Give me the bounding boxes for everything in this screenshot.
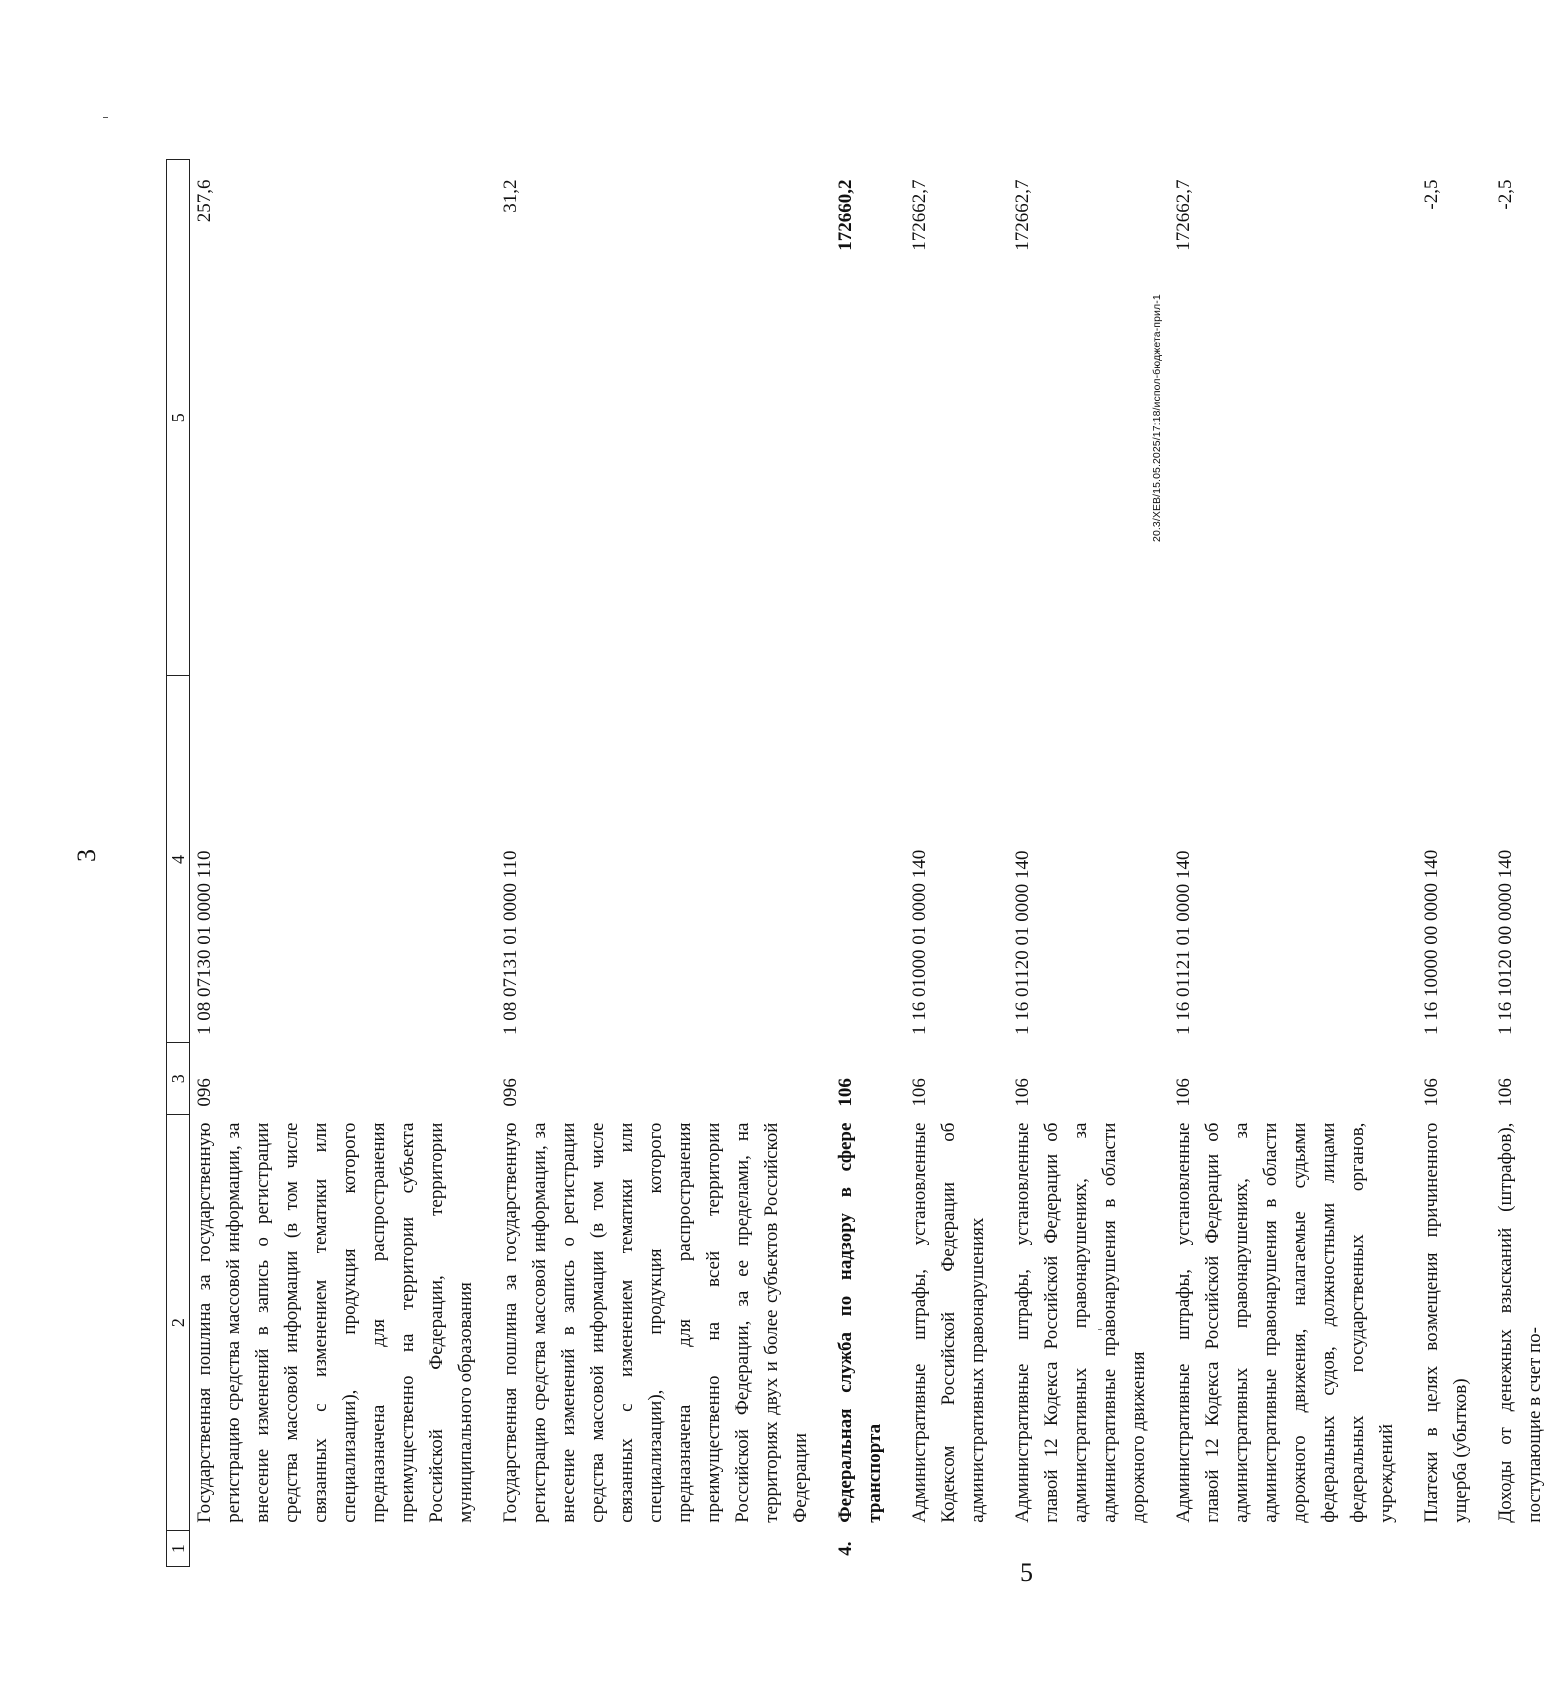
column-header: 5 (167, 160, 190, 676)
footer-file-path: 20.3/ХЕВ/15.05.2025/17:18/испол-бюджета-прил-1 (1151, 294, 1163, 542)
row-amount: 172662,7 (909, 179, 930, 251)
row-number (1169, 1531, 1417, 1567)
row-number (1491, 1531, 1565, 1567)
sheet-number: 5 (1020, 1558, 1033, 1587)
row-number (496, 1531, 831, 1567)
row-amount: 172662,7 (1012, 179, 1033, 251)
row-amount: 172660,2 (835, 179, 856, 251)
table-row (831, 160, 905, 1567)
row-name: Государственная пошлина за государственную регистрацию средства массовой информации, за внесение изменений в запись о регистрации средства массовой информации (в том числе связанных с изменением тематики или специализации), продукция которого предназначена для распространения преимущественно на территории субъекта Российской Федерации, территории муниципального образования (194, 1122, 476, 1523)
row-name: Платежи в целях возмещения причиненного ущерба (убытков) (1421, 1122, 1471, 1523)
row-budget-code: 1 08 07131 01 0000 110 (500, 850, 521, 1035)
column-header: 3 (167, 1043, 190, 1115)
row-name: Федеральная служба по надзору в сфере транспорта (835, 1122, 885, 1523)
row-amount: -2,5 (1495, 179, 1516, 210)
row-admin-code: 106 (1012, 1078, 1033, 1107)
column-header: 2 (167, 1115, 190, 1531)
row-admin-code: 096 (194, 1078, 215, 1107)
row-number: 4. (835, 1541, 856, 1556)
row-budget-code (831, 676, 905, 1043)
row-budget-code: 1 16 01000 01 0000 140 (909, 849, 930, 1035)
scan-mark (103, 117, 108, 118)
row-budget-code: 1 16 10000 00 0000 140 (1421, 849, 1442, 1035)
row-admin-code: 106 (909, 1078, 930, 1107)
table-row (905, 160, 1008, 1567)
row-name: Доходы от денежных взысканий (штрафов), поступающие в счет по- (1495, 1122, 1545, 1523)
row-budget-code: 1 16 01120 01 0000 140 (1012, 850, 1033, 1035)
table-row (190, 160, 497, 1567)
table-row (1008, 160, 1169, 1567)
page-number: 3 (72, 849, 101, 862)
row-admin-code: 106 (1495, 1078, 1516, 1107)
table-body (190, 160, 1565, 1567)
column-header: 4 (167, 676, 190, 1043)
row-number (1417, 1531, 1491, 1567)
row-amount: 31,2 (500, 179, 521, 213)
row-budget-code: 1 16 10120 00 0000 140 (1495, 849, 1516, 1035)
row-budget-code: 1 16 01121 01 0000 140 (1173, 850, 1194, 1035)
row-name: Административные штрафы, установленные Кодексом Российской Федерации об административных правонарушениях (909, 1122, 988, 1523)
row-name: Административные штрафы, установленные главой 12 Кодекса Российской Федерации об административных правонарушениях, за административные правонарушения в области дорожного движения, налагаемые судьями федеральных судов, должностными лицами федеральных государственных органов, учреждений (1173, 1122, 1397, 1523)
row-amount: -2,5 (1421, 179, 1442, 210)
table-header-row (167, 160, 190, 1567)
row-number (905, 1531, 1008, 1567)
row-amount: 172662,7 (1173, 179, 1194, 251)
row-admin-code: 106 (1173, 1078, 1194, 1107)
row-admin-code: 096 (500, 1078, 521, 1107)
column-header: 1 (167, 1531, 190, 1567)
row-name: Административные штрафы, установленные главой 12 Кодекса Российской Федерации об административных правонарушениях, за административные правонарушения в области дорожного движения (1012, 1122, 1149, 1523)
row-amount: 257,6 (194, 179, 215, 223)
table-row (1491, 160, 1565, 1567)
table-row (496, 160, 831, 1567)
row-admin-code: 106 (835, 1078, 856, 1107)
row-number (190, 1531, 497, 1567)
table-row (1169, 160, 1417, 1567)
table-row (1417, 160, 1491, 1567)
revenue-table (166, 159, 1565, 1567)
row-admin-code: 106 (1421, 1078, 1442, 1107)
row-name: Государственная пошлина за государственную регистрацию средства массовой информации, за внесение изменений в запись о регистрации средства массовой информации (в том числе связанных с изменением тематики или специализации), продукция которого предназначена для распространения преимущественно на всей территории Российской Федерации, за ее пределами, на территориях двух и более субъектов Российской Федерации (500, 1122, 811, 1523)
row-budget-code: 1 08 07130 01 0000 110 (194, 850, 215, 1035)
